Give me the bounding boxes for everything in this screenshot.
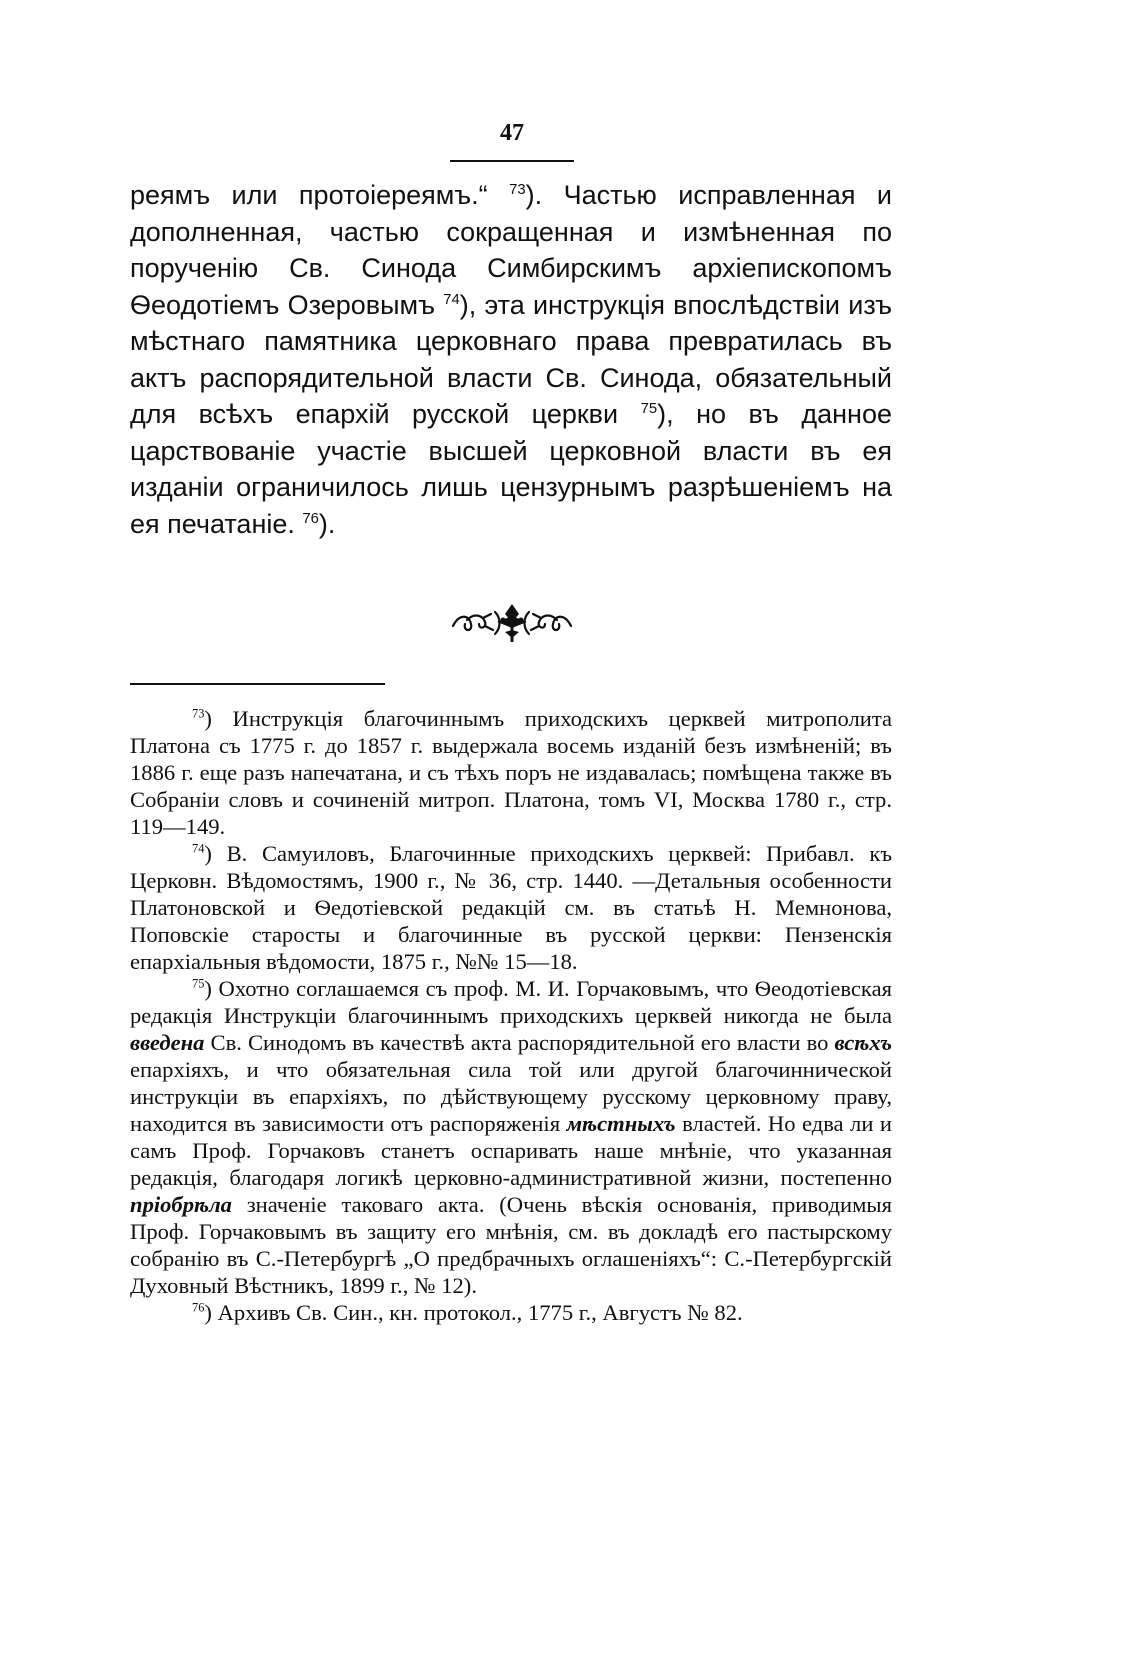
footnote-ref: 75 [640, 401, 658, 417]
text-segment: реямъ или протоіереямъ.“ [130, 180, 510, 210]
page-number: 47 [500, 120, 524, 146]
emphasis: всѣхъ [834, 1030, 892, 1055]
text-segment: ). [318, 508, 336, 539]
footnote-75 [130, 975, 892, 1299]
footnote-text: ) Архивъ Св. Син., кн. протокол., 1775 г., Августъ № 82. [204, 1300, 743, 1325]
emphasis: введена [130, 1030, 205, 1055]
text-segment: ), эта инструкція впослѣдствіи изъ мѣстнаго памятника церковнаго права превратилась въ актъ распорядительной власти Св. Синода, обязательный для всѣхъ епархій русской церкви [130, 289, 892, 429]
footnote-text: ) Охотно соглашаемся съ проф. М. И. Горчаковымъ, что Ѳеодотіевская редакція Инструкціи благочиннымъ приходскихъ церквей никогда не была [130, 976, 892, 1028]
emphasis: пріобрѣла [130, 1192, 232, 1217]
footnote-ref: 74 [443, 291, 460, 308]
footnote-74 [130, 840, 892, 975]
emphasis: мѣстныхъ [566, 1111, 676, 1136]
footnote-text: значеніе таковаго акта. (Очень вѣскія основанія, приводимыя Проф. Горчаковымъ въ защиту его мнѣнія, см. въ докладѣ его пастырскому собранію въ С.-Петербургѣ „О предбрачныхъ оглашеніяхъ“: С.-Петербургскій Духовный Вѣстникъ, 1899 г., № 12). [130, 1192, 892, 1298]
footnote-text: Св. Синодомъ въ качествѣ акта распорядительной его власти во [204, 1030, 835, 1055]
footnote-73 [130, 705, 892, 840]
footnote-mark: 76 [192, 1300, 205, 1315]
footnote-text: епархіяхъ, и что обязательная сила той или другой благочиннической инструкціи въ епархіяхъ, по дѣйствующему русскому церковному праву, находится въ зависимости отъ распоряженія [130, 1057, 892, 1136]
floral-ornament-icon [449, 600, 575, 644]
footnote-mark: 74 [192, 841, 205, 856]
main-paragraph [130, 177, 892, 542]
text-segment: ). Частью исправленная и дополненная, частью сокращенная и измѣненная по порученію Св. Синода Симбирскимъ архіепископомъ Ѳеодотіемъ Озеровымъ [130, 180, 893, 320]
page-number-rule [450, 160, 574, 162]
footnote-text: ) Инструкція благочиннымъ приходскихъ церквей митрополита Платона съ 1775 г. до 1857 г. выдержала восемь изданій безъ измѣненій; въ 1886 г. еще разъ напечатана, и съ тѣхъ поръ не издавалась; помѣщена также въ Собраніи словъ и сочиненій митроп. Платона, томъ VI, Москва 1780 г., стр. 119—149. [130, 706, 892, 839]
text-segment: ), но въ данное царствованіе участіе высшей церковной власти въ ея изданіи ограничилось лишь цензурнымъ разрѣшеніемъ на ея печатаніе. [130, 399, 892, 539]
footnote-text: властей. Но едва ли и самъ Проф. Горчаковъ станетъ оспаривать наше мнѣніе, что указанная редакція, благодаря логикѣ церковно-административной жизни, постепенно [130, 1111, 892, 1190]
footnote-ref: 73 [509, 182, 526, 198]
footnote-separator [130, 683, 385, 685]
paragraph-text [130, 177, 892, 542]
footnote-mark: 75 [192, 976, 205, 991]
footnote-76 [130, 1299, 892, 1326]
footnote-text: ) В. Самуиловъ, Благочинные приходскихъ церквей: Прибавл. къ Церковн. Вѣдомостямъ, 1900 г., № 36, стр. 1440. —Детальныя особенности Платоновской и Ѳедотіевской редакцій см. въ статьѣ Н. Мемнонова, Поповскіе старосты и благочинные въ русской церкви: Пензенскія епархіальныя вѣдомости, 1875 г., №№ 15—18. [130, 841, 892, 974]
footnote-mark: 73 [192, 706, 205, 721]
footnotes [130, 705, 892, 1326]
footnote-ref: 76 [302, 510, 319, 527]
